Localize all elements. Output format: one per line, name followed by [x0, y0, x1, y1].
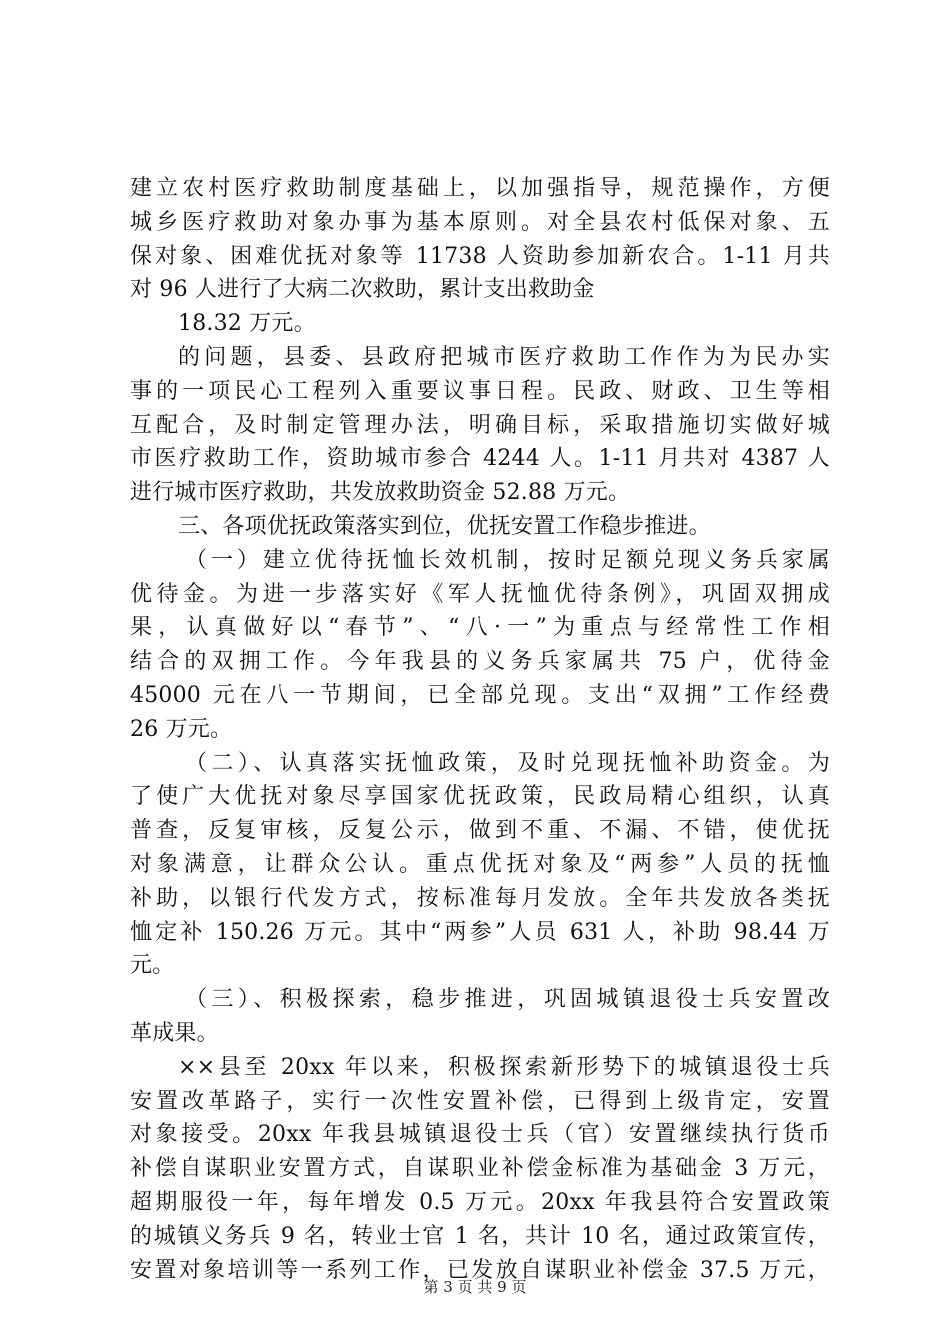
- text-line: 超期服役一年，每年增发 0.5 万元。20xx 年我县符合安置政策: [130, 1189, 830, 1215]
- document-body: [130, 172, 830, 1287]
- text-line: 了使广大优抚对象尽享国家优抚政策，民政局精心组织，认真: [130, 784, 830, 810]
- text-line: 果，认真做好以“春节”、“八·一”为重点与经常性工作相: [130, 615, 830, 641]
- section-heading: 三、各项优抚政策落实到位，优抚安置工作稳步推进。: [178, 513, 711, 539]
- text-line: 互配合，及时制定管理办法，明确目标，采取措施切实做好城: [130, 412, 830, 438]
- text-line: 26 万元。: [130, 716, 233, 742]
- text-line: ××县至 20xx 年以来，积极探索新形势下的城镇退役士兵: [178, 1054, 830, 1080]
- text-line: 安置改革路子，实行一次性安置补偿，已得到上级肯定，安置: [130, 1088, 830, 1114]
- text-line: 补偿自谋职业安置方式，自谋职业补偿金标准为基础金 3 万元，: [130, 1156, 830, 1182]
- text-line: 结合的双拥工作。今年我县的义务兵家属共 75 户，优待金: [130, 649, 830, 675]
- text-line: 对 96 人进行了大病二次救助，累计支出救助金: [130, 277, 595, 303]
- text-line: 保对象、困难优抚对象等 11738 人资助参加新农合。1-11 月共: [130, 243, 830, 269]
- text-line: 安置对象培训等一系列工作，已发放自谋职业补偿金 37.5 万元，: [130, 1257, 830, 1283]
- text-line: 对象满意，让群众公认。重点优抚对象及“两参”人员的抚恤: [130, 851, 830, 877]
- text-line: 元。: [130, 953, 175, 979]
- text-line: 市医疗救助工作，资助城市参合 4244 人。1-11 月共对 4387 人: [130, 446, 830, 472]
- text-line: 城乡医疗救助对象办事为基本原则。对全县农村低保对象、五: [130, 209, 830, 235]
- text-line: （一）建立优待抚恤长效机制，按时足额兑现义务兵家属: [185, 547, 830, 573]
- text-line: 的城镇义务兵 9 名，转业士官 1 名，共计 10 名，通过政策宣传，: [130, 1223, 830, 1249]
- text-line: 事的一项民心工程列入重要议事日程。民政、财政、卫生等相: [130, 378, 830, 404]
- text-line: （二）、认真落实抚恤政策，及时兑现抚恤补助资金。为: [185, 750, 830, 776]
- text-line: 补助，以银行代发方式，按标准每月发放。全年共发放各类抚: [130, 885, 830, 911]
- page-number-footer: 第 3 页 共 9 页: [423, 1278, 527, 1296]
- text-line: 的问题，县委、县政府把城市医疗救助工作作为为民办实: [178, 344, 830, 370]
- text-line: 45000 元在八一节期间，已全部兑现。支出“双拥”工作经费: [130, 682, 830, 708]
- text-line: 建立农村医疗救助制度基础上，以加强指导，规范操作，方便: [130, 176, 830, 201]
- text-line: 革成果。: [130, 1020, 219, 1046]
- text-line: 普查，反复审核，反复公示，做到不重、不漏、不错，使优抚: [130, 818, 830, 844]
- text-line: 18.32 万元。: [178, 311, 316, 337]
- text-line: 恤定补 150.26 万元。其中“两参”人员 631 人，补助 98.44 万: [130, 919, 830, 945]
- text-line: 优待金。为进一步落实好《军人抚恤优待条例》，巩固双拥成: [130, 581, 830, 607]
- text-line: （三）、积极探索，稳步推进，巩固城镇退役士兵安置改: [185, 987, 830, 1013]
- text-line: 进行城市医疗救助，共发放救助资金 52.88 万元。: [130, 480, 631, 506]
- text-line: 对象接受。20xx 年我县城镇退役士兵（官）安置继续执行货币: [130, 1122, 830, 1148]
